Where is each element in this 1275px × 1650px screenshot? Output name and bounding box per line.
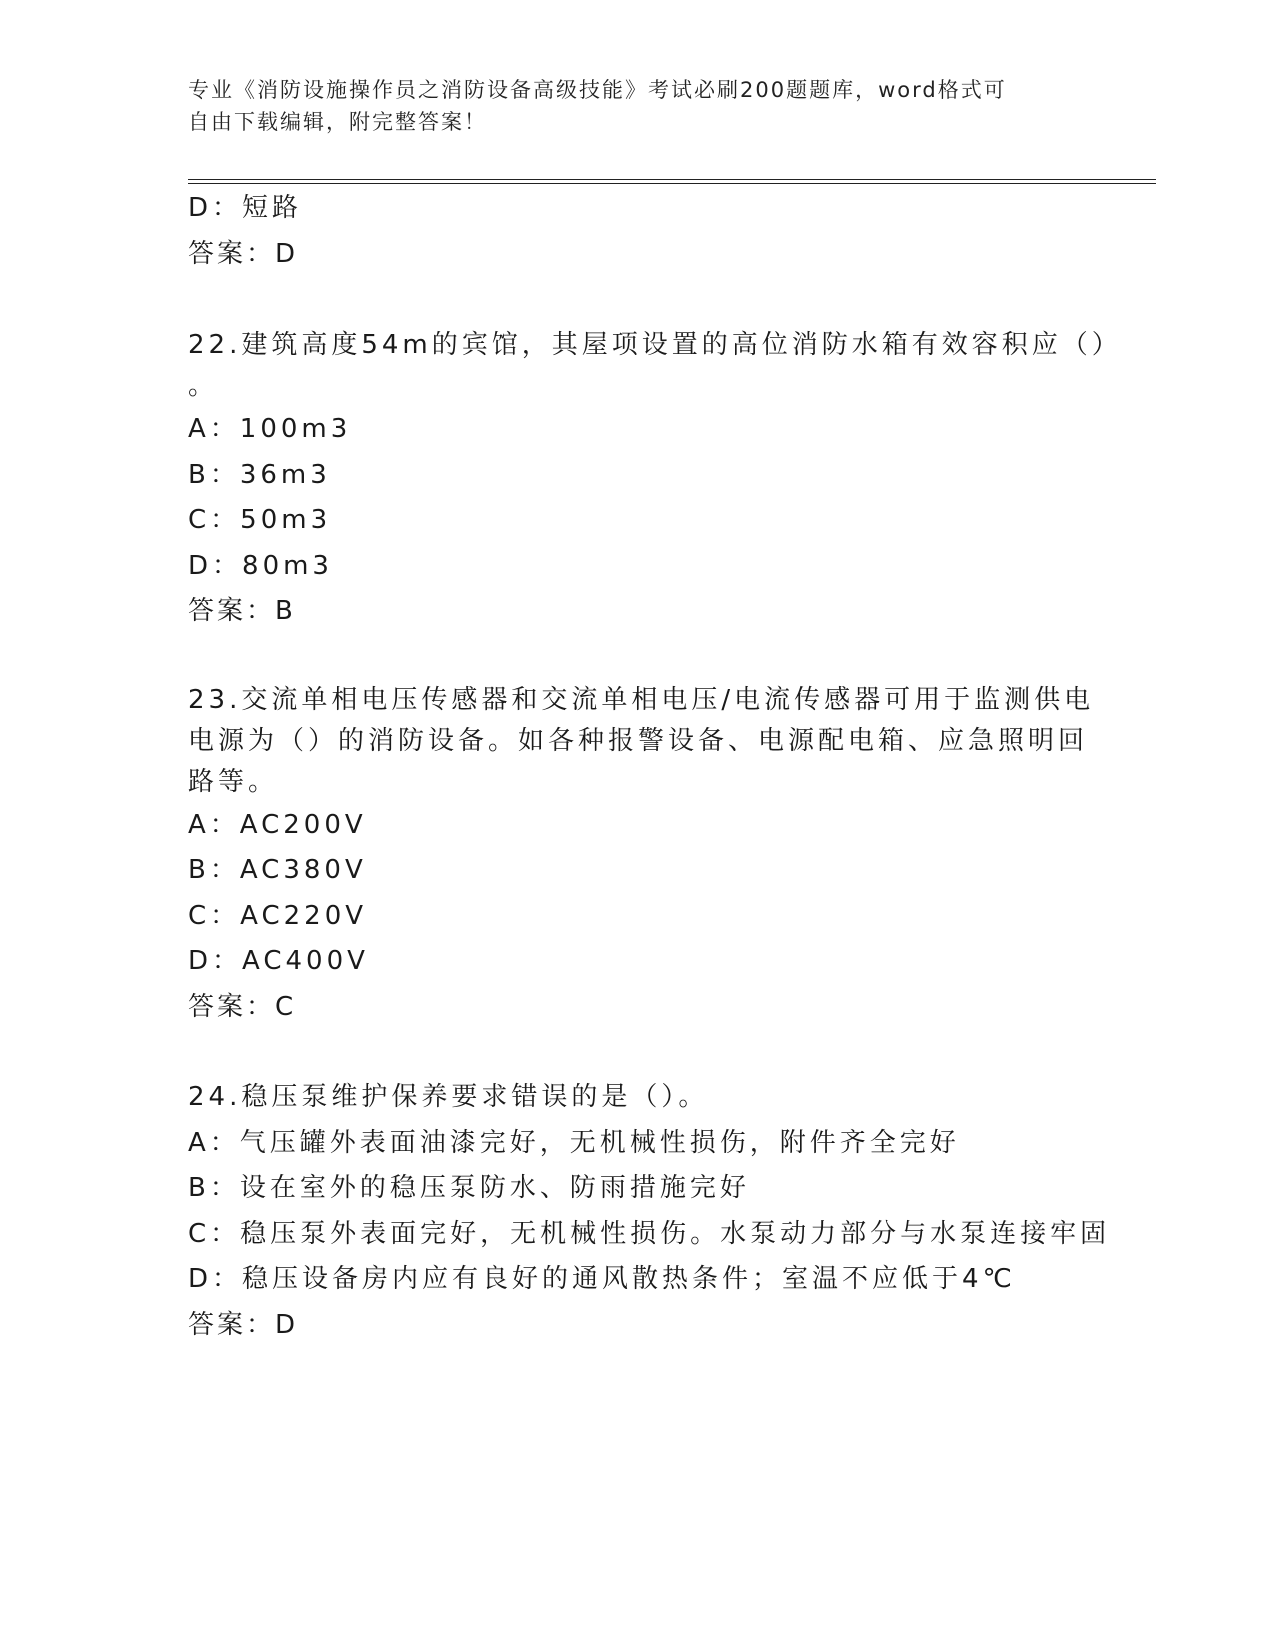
- document-header: [188, 74, 1088, 138]
- option-c: C：AC220V: [188, 900, 368, 931]
- question-stem: 。: [188, 371, 219, 401]
- answer: 答案：D: [188, 1309, 299, 1340]
- option-b: B：AC380V: [188, 855, 367, 885]
- question-stem: 22.建筑高度54m的宾馆，其屋项设置的高位消防水箱有效容积应（）: [188, 330, 1122, 360]
- option-d: D：短路: [188, 193, 303, 223]
- question-22: [188, 325, 1122, 635]
- header-divider: [188, 179, 1156, 184]
- header-line-1: 专业《消防设施操作员之消防设备高级技能》考试必刷200题题库，word格式可: [188, 78, 1007, 102]
- question-list: [188, 186, 1122, 1348]
- option-c: C：50m3: [188, 505, 332, 535]
- answer: 答案：B: [188, 596, 296, 626]
- answer: 答案：C: [188, 991, 297, 1022]
- question-stem: 路等。: [188, 766, 279, 797]
- question-stem: 电源为（）的消防设备。如各种报警设备、电源配电箱、应急照明回: [188, 725, 1089, 756]
- header-line-2: 自由下载编辑，附完整答案！: [188, 110, 487, 134]
- option-d: D：AC400V: [188, 946, 369, 976]
- answer: 答案：D: [188, 238, 299, 269]
- question-stem: 24.稳压泵维护保养要求错误的是（）。: [188, 1082, 709, 1112]
- previous-question-tail: [188, 186, 1108, 277]
- question-stem: 23.交流单相电压传感器和交流单相电压/电流传感器可用于监测供电: [188, 684, 1095, 715]
- option-b: B：36m3: [188, 459, 331, 490]
- option-d: D：稳压设备房内应有良好的通风散热条件；室温不应低于4℃: [188, 1264, 1016, 1294]
- option-b: B：设在室外的稳压泵防水、防雨措施完好: [188, 1173, 750, 1203]
- spacer: [188, 635, 1108, 680]
- option-a: A：100m3: [188, 414, 352, 444]
- option-d: D：80m3: [188, 550, 333, 581]
- question-23: [188, 680, 1108, 1031]
- question-24: [188, 1075, 1111, 1348]
- option-a: A：气压罐外表面油漆完好，无机械性损伤，附件齐全完好: [188, 1127, 960, 1158]
- spacer: [188, 1030, 1108, 1075]
- option-c: C：稳压泵外表面完好，无机械性损伤。水泵动力部分与水泵连接牢固: [188, 1218, 1111, 1249]
- spacer: [188, 277, 1108, 325]
- option-a: A：AC200V: [188, 809, 367, 840]
